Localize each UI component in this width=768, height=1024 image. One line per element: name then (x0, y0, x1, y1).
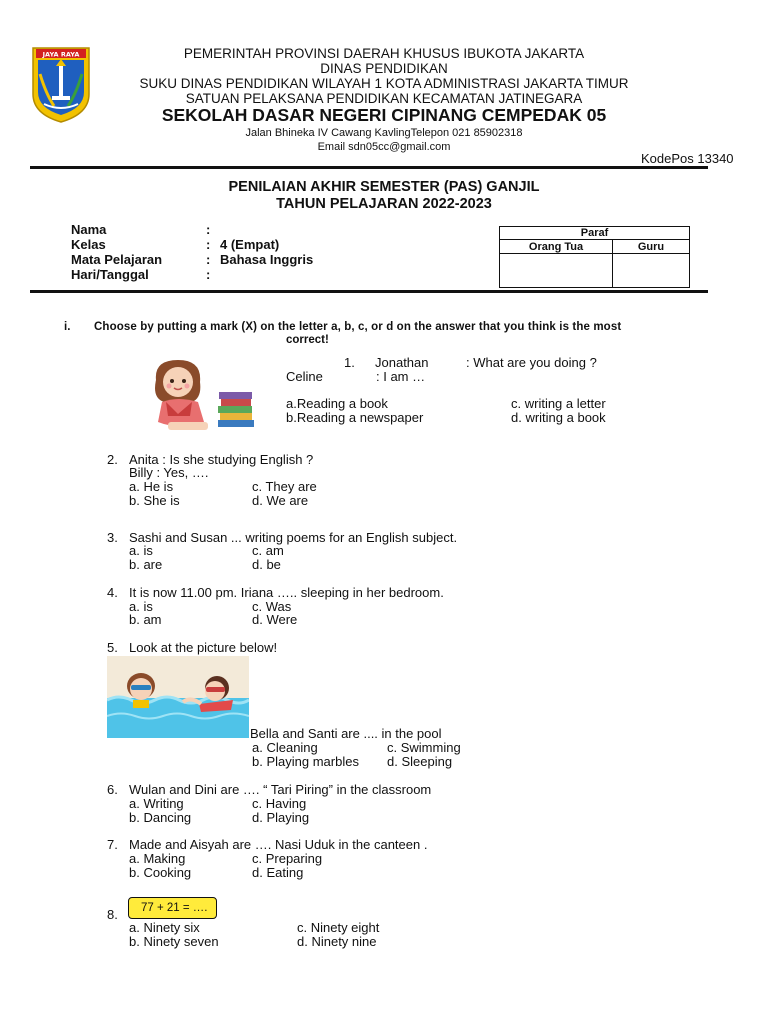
paraf-sign-orang-tua[interactable] (500, 254, 613, 288)
field-label-tanggal: Hari/Tanggal (71, 267, 149, 282)
girl-reading-picture (148, 356, 258, 434)
paraf-col-guru: Guru (613, 240, 690, 254)
q7-option-d[interactable]: d. Eating (252, 865, 304, 880)
q7-number: 7. (107, 837, 118, 852)
q2-option-d[interactable]: d. We are (252, 493, 309, 508)
header-line-4: SATUAN PELAKSANA PENDIDIKAN KECAMATAN JATINEGARA (185, 91, 583, 106)
field-label-mapel: Mata Pelajaran (71, 252, 163, 267)
q5-option-b[interactable]: b. Playing marbles (252, 754, 359, 769)
q6-number: 6. (107, 782, 118, 797)
q1-line-1: : What are you doing ? (466, 355, 597, 370)
q2-option-b[interactable]: b. She is (129, 493, 180, 508)
q3-option-b[interactable]: b. are (129, 557, 163, 572)
q8-math-box: 77 + 21 = …. (128, 897, 217, 919)
field-sep-mapel: : (206, 252, 211, 267)
q7-option-b[interactable]: b. Cooking (129, 865, 192, 880)
q3-option-a[interactable]: a. is (129, 543, 153, 558)
q8-option-b[interactable]: b. Ninety seven (129, 934, 219, 949)
q8-option-a[interactable]: a. Ninety six (129, 920, 200, 935)
q6-option-d[interactable]: d. Playing (252, 810, 310, 825)
q1-option-c[interactable]: c. writing a letter (511, 396, 606, 411)
q5-option-c[interactable]: c. Swimming (387, 740, 461, 755)
paraf-sign-guru[interactable] (613, 254, 690, 288)
q3-option-c[interactable]: c. am (252, 543, 284, 558)
paraf-col-orang-tua: Orang Tua (500, 240, 613, 254)
q2-text-2: Billy : Yes, …. (129, 465, 209, 480)
header-line-3: SUKU DINAS PENDIDIKAN WILAYAH 1 KOTA ADMINISTRASI JAKARTA TIMUR (139, 76, 629, 91)
section-divider (30, 290, 708, 293)
paraf-title: Paraf (500, 227, 690, 240)
q5-number: 5. (107, 640, 118, 655)
field-label-kelas: Kelas (71, 237, 106, 252)
q3-text: Sashi and Susan ... writing poems for an English subject. (129, 530, 458, 545)
instruction-text: Choose by putting a mark (X) on the letter a, b, c, or d on the answer that you think is the most (94, 321, 622, 333)
q3-number: 3. (107, 530, 118, 545)
school-address: Jalan Bhineka IV Cawang KavlingTelepon 021 85902318 (245, 127, 523, 139)
q6-option-b[interactable]: b. Dancing (129, 810, 192, 825)
q6-option-a[interactable]: a. Writing (129, 796, 184, 811)
q8-option-c[interactable]: c. Ninety eight (297, 920, 380, 935)
q2-option-c[interactable]: c. They are (252, 479, 317, 494)
q8-number: 8. (107, 907, 118, 922)
header-divider (30, 166, 708, 169)
q5-option-a[interactable]: a. Cleaning (252, 740, 318, 755)
q5-option-d[interactable]: d. Sleeping (387, 754, 453, 769)
q2-number: 2. (107, 452, 118, 467)
field-sep-tanggal: : (206, 267, 211, 282)
field-sep-kelas: : (206, 237, 211, 252)
q1-speaker-1: Jonathan (375, 355, 429, 370)
q1-speaker-2: Celine (286, 369, 323, 384)
q1-option-a[interactable]: a.Reading a book (286, 396, 388, 411)
field-value-kelas: 4 (Empat) (220, 237, 280, 252)
instruction-number: i. (64, 321, 71, 333)
paraf-table (499, 226, 690, 288)
q7-option-a[interactable]: a. Making (129, 851, 186, 866)
field-label-nama: Nama (71, 222, 107, 237)
q5-text-2: Bella and Santi are .... in the pool (250, 726, 442, 741)
q2-option-a[interactable]: a. He is (129, 479, 174, 494)
exam-title: PENILAIAN AKHIR SEMESTER (PAS) GANJIL (228, 179, 540, 195)
school-email: Email sdn05cc@gmail.com (317, 141, 451, 153)
swimming-picture (107, 656, 249, 738)
header-line-2: DINAS PENDIDIKAN (320, 61, 448, 76)
q4-option-a[interactable]: a. is (129, 599, 153, 614)
q2-text: Anita : Is she studying English ? (129, 452, 314, 467)
q4-option-b[interactable]: b. am (129, 612, 162, 627)
header-line-1: PEMERINTAH PROVINSI DAERAH KHUSUS IBUKOTA JAKARTA (183, 46, 585, 61)
postcode: KodePos 13340 (641, 151, 734, 166)
q7-option-c[interactable]: c. Preparing (252, 851, 323, 866)
q1-number: 1. (344, 355, 355, 370)
q8-option-d[interactable]: d. Ninety nine (297, 934, 377, 949)
exam-year: TAHUN PELAJARAN 2022-2023 (276, 196, 492, 212)
q1-option-d[interactable]: d. writing a book (511, 410, 606, 425)
q1-option-b[interactable]: b.Reading a newspaper (286, 410, 424, 425)
q6-option-c[interactable]: c. Having (252, 796, 307, 811)
q6-text: Wulan and Dini are …. “ Tari Piring” in the classroom (129, 782, 432, 797)
field-sep-nama: : (206, 222, 211, 237)
q4-number: 4. (107, 585, 118, 600)
q3-option-d[interactable]: d. be (252, 557, 281, 572)
instruction-text-2: correct! (286, 334, 329, 346)
q4-option-c[interactable]: c. Was (252, 599, 292, 614)
logo-text: JAYA RAYA (42, 50, 80, 59)
q5-text: Look at the picture below! (129, 640, 278, 655)
q4-text: It is now 11.00 pm. Iriana ….. sleeping in her bedroom. (129, 585, 444, 600)
school-name: SEKOLAH DASAR NEGERI CIPINANG CEMPEDAK 05 (161, 105, 607, 125)
q7-text: Made and Aisyah are …. Nasi Uduk in the canteen . (129, 837, 428, 852)
field-value-mapel: Bahasa Inggris (220, 252, 314, 267)
q1-line-2: : I am … (376, 369, 426, 384)
q4-option-d[interactable]: d. Were (252, 612, 298, 627)
